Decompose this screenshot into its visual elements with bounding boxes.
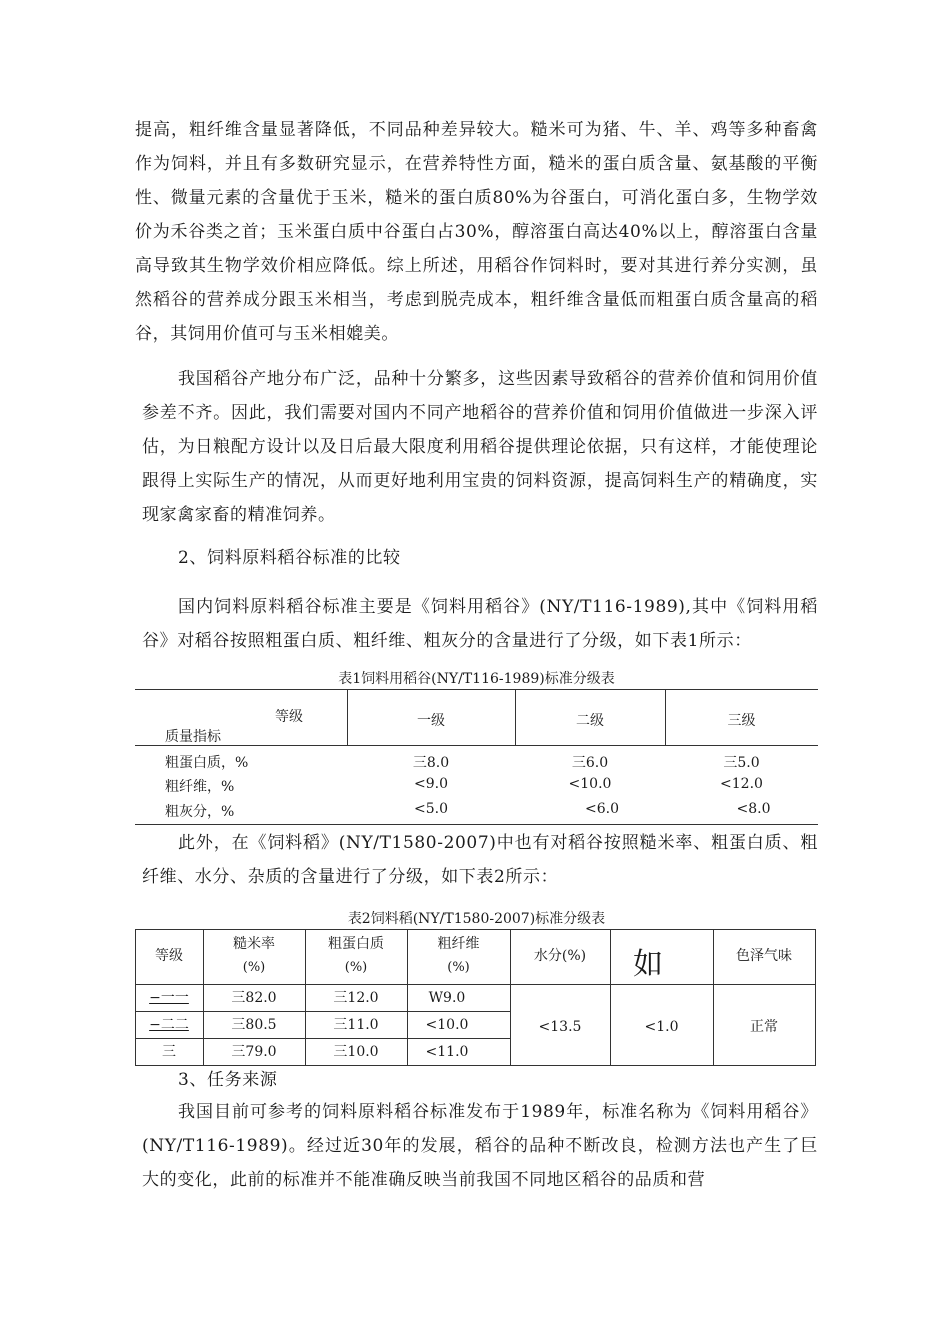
- table1-grade-3: 三级: [727, 713, 756, 729]
- table2-caption: 表2饲料稻(NY/T1580-2007)标准分级表: [347, 911, 606, 927]
- paragraph-task-source: 我国目前可参考的饲料原料稻谷标准发布于1989年，标准名称为《饲料用稻谷》(NY/T116-1989)。经过近30年的发展，稻谷的品种不断改良，检测方法也产生了巨大的变化，此前的标准并不能准确反映当前我国不同地区稻谷的品质和营: [142, 1102, 818, 1190]
- table2-cell: <10.0: [425, 1017, 469, 1033]
- table2-cell: 三12.0: [333, 990, 379, 1006]
- paragraph-evaluation: 我国稻谷产地分布广泛，品种十分繁多，这些因素导致稻谷的营养价值和饲用价值参差不齐。因此，我们需要对国内不同产地稻谷的营养价值和饲用价值做进一步深入评估，为日粮配方设计以及日后最大限度利用稻谷提供理论依据，只有这样，才能使理论跟得上实际生产的情况，从而更好地利用宝贵的饲料资源，提高饲料生产的精确度，实现家禽家畜的精准饲养。: [142, 369, 818, 525]
- table2-row-grade: 三: [162, 1044, 176, 1060]
- table2-header-unit: (%): [344, 960, 368, 975]
- paragraph-standard-1: 国内饲料原料稻谷标准主要是《饲料用稻谷》(NY/T116-1989),其中《饲料用稻谷》对稻谷按照粗蛋白质、粗纤维、粗灰分的含量进行了分级，如下表1所示：: [142, 597, 818, 651]
- section-heading-3: 3、任务来源: [178, 1070, 278, 1090]
- table1: [135, 689, 818, 825]
- table1-row-label: 粗纤维，%: [165, 779, 235, 795]
- section-heading-2: 2、饲料原料稻谷标准的比较: [178, 548, 401, 568]
- table2-row-grade: −一一: [149, 990, 189, 1006]
- table2-merged-color: 正常: [750, 1019, 778, 1035]
- table1-cell: <10.0: [568, 776, 612, 792]
- table1-cell: 三6.0: [571, 755, 609, 771]
- paragraph-nutrition: 提高，粗纤维含量显著降低，不同品种差异较大。糙米可为猪、牛、羊、鸡等多种畜禽作为饲料，并且有多数研究显示，在营养特性方面，糙米的蛋白质含量、氨基酸的平衡性、微量元素的含量优于玉米，糙米的蛋白质80%为谷蛋白，可消化蛋白多，生物学效价为禾谷类之首；玉米蛋白质中谷蛋白占30%，醇溶蛋白高达40%以上，醇溶蛋白含量高导致其生物学效价相应降低。综上所述，用稻谷作饲料时，要对其进行养分实测，虽然稻谷的营养成分跟玉米相当，考虑到脱壳成本，粗纤维含量低而粗蛋白质含量高的稻谷，其饲用价值可与玉米相媲美。: [135, 120, 818, 344]
- table1-caption: 表1饲料用稻谷(NY/T116-1989)标准分级表: [338, 671, 615, 687]
- table1-cell: <8.0: [736, 801, 771, 817]
- table2-cell: W9.0: [428, 990, 466, 1006]
- table1-cell: <9.0: [414, 776, 448, 792]
- table2-header-impurity: 如: [633, 947, 663, 982]
- table1-corner-index: 质量指标: [165, 729, 221, 745]
- table1-cell: <6.0: [585, 801, 619, 817]
- table2-cell: 三82.0: [231, 990, 277, 1006]
- table2-cell: <11.0: [425, 1044, 469, 1060]
- table2-header-protein: 粗蛋白质: [328, 936, 384, 952]
- table1-corner-grade: 等级: [275, 709, 303, 725]
- table1-cell: 三5.0: [723, 755, 760, 771]
- table2-header-unit: (%): [242, 960, 266, 975]
- table1-cell: <5.0: [414, 801, 448, 817]
- table2-cell: 三11.0: [333, 1017, 379, 1033]
- table1-row-label: 粗灰分，%: [165, 804, 235, 820]
- table2-cell: 三80.5: [231, 1017, 277, 1033]
- table2-header-unit: (%): [447, 960, 470, 975]
- table2-cell: 三79.0: [231, 1044, 277, 1060]
- table2-header-moisture: 水分(%): [533, 948, 587, 964]
- table2-merged-impurity: <1.0: [644, 1019, 679, 1035]
- table2: [135, 929, 816, 1066]
- table1-grade-2: 二级: [576, 713, 604, 729]
- table1-row-label: 粗蛋白质，%: [165, 755, 249, 771]
- table2-header-brown-rice: 糙米率: [233, 936, 275, 952]
- table1-cell: 三8.0: [412, 755, 450, 771]
- table2-row-grade: −二二: [149, 1017, 189, 1033]
- paragraph-standard-2: 此外，在《饲料稻》(NY/T1580-2007)中也有对稻谷按照糙米率、粗蛋白质、粗纤维、水分、杂质的含量进行了分级，如下表2所示：: [142, 833, 818, 887]
- table2-header-color: 色泽气味: [736, 948, 792, 964]
- table2-header-grade: 等级: [155, 948, 183, 964]
- table1-grade-1: 一级: [417, 713, 445, 729]
- table2-header-fiber: 粗纤维: [437, 936, 480, 952]
- table2-merged-moisture: <13.5: [538, 1019, 582, 1035]
- table1-cell: <12.0: [720, 776, 763, 792]
- table2-cell: 三10.0: [333, 1044, 379, 1060]
